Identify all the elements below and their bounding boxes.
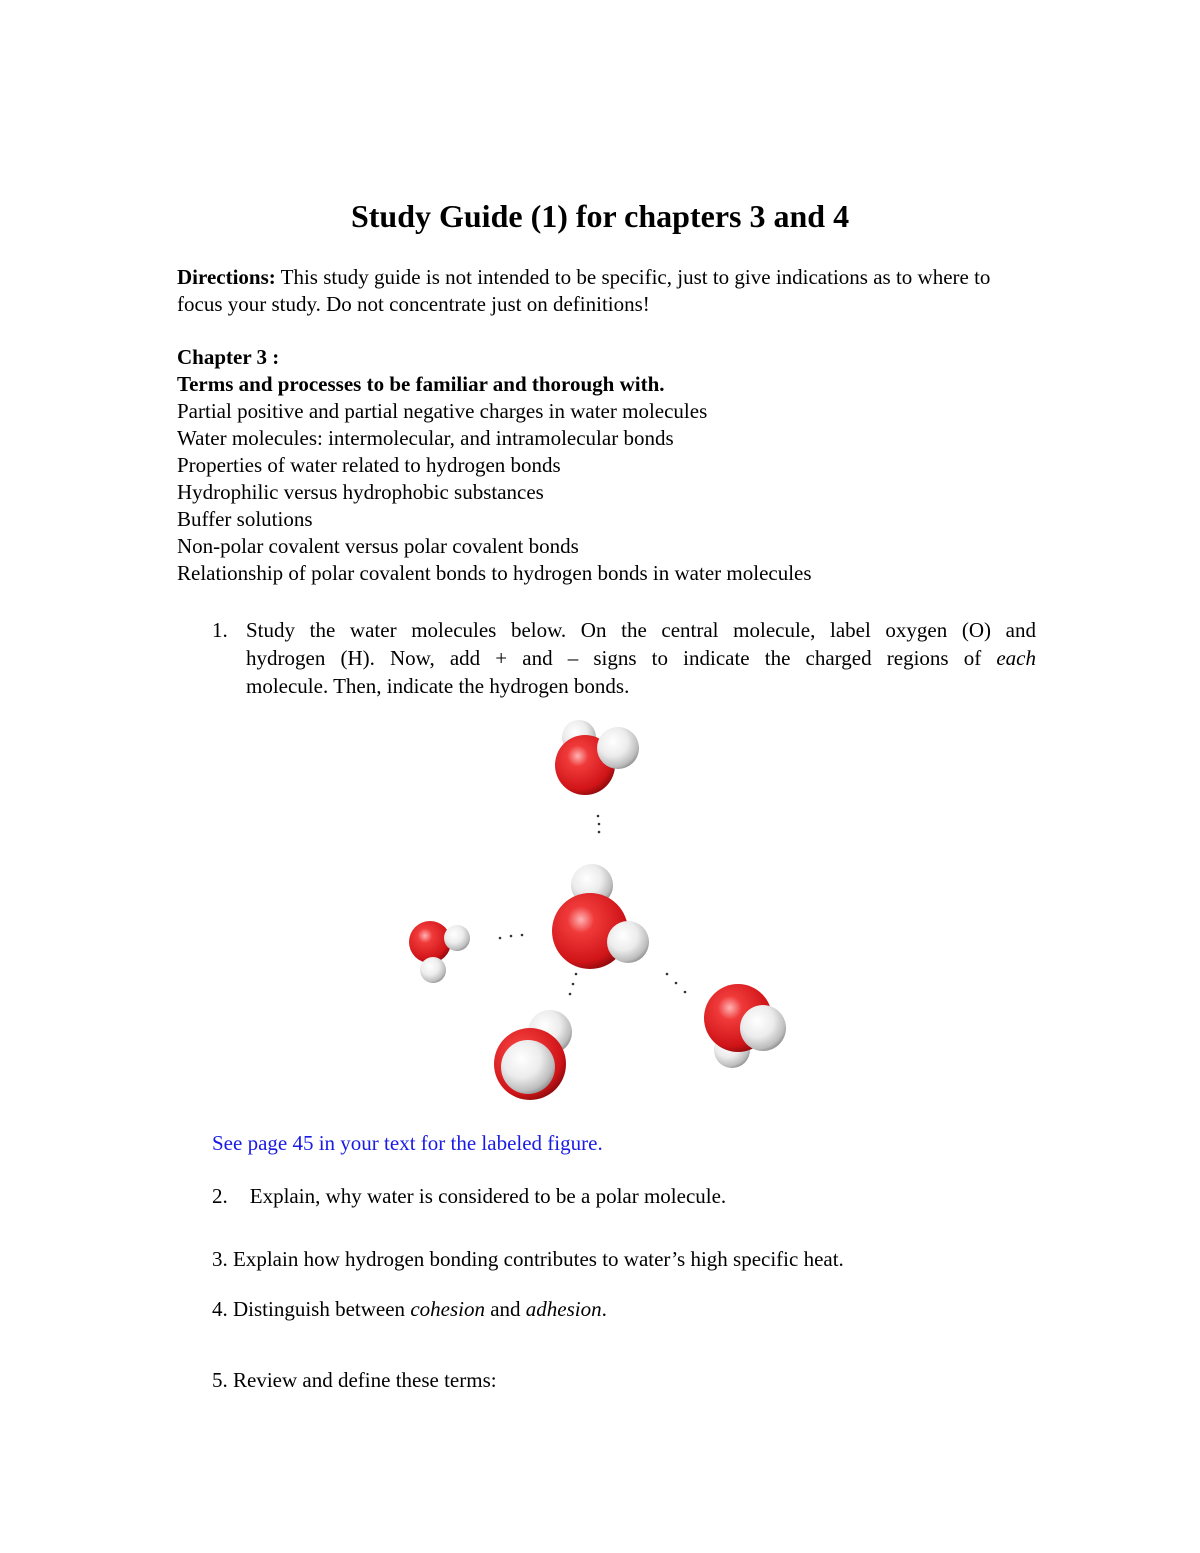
- term-item: Properties of water related to hydrogen bonds: [177, 453, 561, 477]
- question-2-text: Explain, why water is considered to be a polar molecule.: [249, 1184, 727, 1208]
- hydrogen-atom: [597, 727, 639, 769]
- hydrogen-atom: [501, 1040, 555, 1094]
- hydrogen-bond-dots: [499, 934, 524, 940]
- term-item: Water molecules: intermolecular, and intramolecular bonds: [177, 426, 674, 450]
- water-molecules-figure: [380, 700, 840, 1120]
- term-cohesion: cohesion: [410, 1297, 485, 1321]
- term-item: Buffer solutions: [177, 507, 313, 531]
- question-1-line: [246, 644, 1036, 672]
- question-5: 5. Review and define these terms:: [212, 1368, 497, 1392]
- chapter-3-section: [177, 344, 1037, 587]
- question-2-number: 2.: [212, 1184, 228, 1208]
- term-item: Hydrophilic versus hydrophobic substances: [177, 480, 544, 504]
- directions-paragraph: [177, 264, 1037, 318]
- term-adhesion: adhesion: [525, 1297, 602, 1321]
- water-molecule-right: [704, 984, 786, 1068]
- chapter-3-heading: Chapter 3 :: [177, 345, 280, 369]
- hydrogen-bond-dots: [597, 815, 601, 834]
- hydrogen-atom: [444, 925, 470, 951]
- term-item: Partial positive and partial negative charges in water molecules: [177, 399, 708, 423]
- question-1-line-text: hydrogen (H). Now, add + and – signs to indicate the charged regions of: [246, 646, 997, 670]
- term-item: Relationship of polar covalent bonds to hydrogen bonds in water molecules: [177, 561, 812, 585]
- question-1-line: molecule. Then, indicate the hydrogen bonds.: [246, 674, 630, 698]
- question-4-suffix: .: [601, 1297, 607, 1321]
- hydrogen-atom: [607, 921, 649, 963]
- emphasis-each: each: [996, 646, 1036, 670]
- term-item: Non-polar covalent versus polar covalent bonds: [177, 534, 579, 558]
- page-title: Study Guide (1) for chapters 3 and 4: [350, 198, 850, 234]
- question-4-prefix: 4. Distinguish between: [212, 1297, 411, 1321]
- directions-text: This study guide is not intended to be specific, just to give indications as to where to focus your study. Do not concentrate just on definitions!: [177, 265, 991, 316]
- question-3: 3. Explain how hydrogen bonding contributes to water’s high specific heat.: [212, 1247, 844, 1271]
- water-molecule-bottom: [494, 1010, 572, 1100]
- water-molecule-central: [552, 864, 649, 969]
- question-2: [212, 1182, 726, 1210]
- water-molecule-top: [555, 720, 639, 795]
- question-1-number: 1.: [212, 618, 228, 642]
- question-4-middle: and: [484, 1297, 526, 1321]
- water-molecule-left: [409, 921, 470, 983]
- question-4: [212, 1295, 607, 1323]
- hydrogen-bond-dots: [569, 973, 578, 996]
- hydrogen-atom: [420, 957, 446, 983]
- see-page-note: See page 45 in your text for the labeled figure.: [212, 1131, 603, 1155]
- hydrogen-bond-dots: [666, 973, 687, 994]
- chapter-3-subheading: Terms and processes to be familiar and thorough with.: [177, 372, 665, 396]
- question-1-line: Study the water molecules below. On the central molecule, label oxygen (O) and: [246, 618, 1036, 642]
- question-1-text: [246, 616, 1036, 700]
- directions-label: Directions:: [177, 265, 276, 289]
- hydrogen-atom: [740, 1005, 786, 1051]
